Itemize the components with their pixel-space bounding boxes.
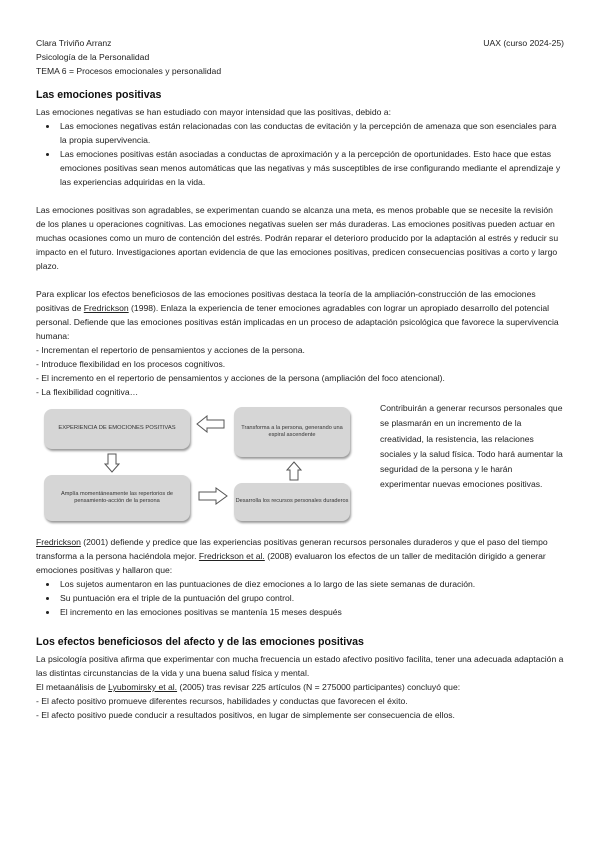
diagram-box-transform: Transforma a la persona, generando una espiral ascendente <box>234 407 350 457</box>
reasons-list <box>36 119 564 189</box>
section-title-beneficial-effects: Los efectos beneficiosos del afecto y de las emociones positivas <box>36 636 364 648</box>
diagram-box-broaden: Amplía momentáneamente las repertorios de pensamiento-acción de la persona <box>44 475 190 521</box>
dash-item: - El incremento en el repertorio de pensamientos y acciones de la persona (ampliación del foco atencional). <box>36 373 445 383</box>
page-header <box>36 36 564 78</box>
course-label: UAX (curso 2024-25) <box>483 38 564 48</box>
author-name: Clara Triviño Arranz <box>36 38 112 48</box>
arrow-right-icon <box>198 487 228 505</box>
diagram-box-experience: EXPERIENCIA DE EMOCIONES POSITIVAS <box>44 409 190 449</box>
paragraph-fredrickson: Fredrickson (2001) defiende y predice que las experiencias positivas generan recursos personales duraderos y que el paso del tiempo transforma a la persona haciéndola mejor. Fredrickson et al. (2008) evaluaron los efectos de un taller de meditación dirigido a generar emociones positivas y hallaron que: <box>36 537 548 575</box>
findings-list <box>36 577 564 619</box>
list-item: • Las emociones positivas están asociadas a conductas de aproximación y a la percepción de oportunidades. Esto hace que estas emociones positivas sean menos automáticas que las negativas y más susceptibles de irse configurando mediante el aprendizaje y las experiencias adquiridas en la vida. <box>58 147 564 189</box>
dash-item: - Incrementan el repertorio de pensamientos y acciones de la persona. <box>36 345 305 355</box>
intro-paragraph: Las emociones negativas se han estudiado con mayor intensidad que las positivas, debido a: <box>36 107 391 117</box>
dash-item: - Introduce flexibilidad en los procesos cognitivos. <box>36 359 226 369</box>
citation-link[interactable]: Fredrickson <box>36 537 81 547</box>
paragraph-broaden-build: Para explicar los efectos beneficiosos de las emociones positivas destaca la teoría de la ampliación-construcción de las emociones positivas de Fredrickson (1998). Enlaza la experiencia de tener emociones agradables con lograr un apropiado desarrollo del potencial personal. Defiende que las emociones positivas están implicadas en un proceso de adaptación psicológica que favorece la supervivencia humana: <box>36 289 559 341</box>
section-title-positive-emotions: Las emociones positivas <box>36 89 162 101</box>
paragraph-positive-emotions: Las emociones positivas son agradables, se experimentan cuando se alcanza una meta, es menos probable que se necesite la revisión de los planes u operaciones cognitivas. Las emociones negativas suelen ser más duraderas. Las emociones positivas pueden actuar en muchas ocasiones como un muro de contención del estrés. Podrán reparar el deterioro producido por la adaptación al estrés y reducir su impacto en el futuro. Investigaciones aportan evidencia de que las emociones positivas, predicen consecuencias positivas a corto y largo plazo. <box>36 205 559 271</box>
dash-item: - La flexibilidad cognitiva… <box>36 387 139 397</box>
paragraph-metaanalysis: El metaanálisis de Lyubomirsky et al. (2005) tras revisar 225 artículos (N = 275000 participantes) concluyó que: <box>36 682 461 692</box>
broaden-build-diagram <box>36 403 372 525</box>
diagram-caption: Contribuirán a generar recursos personales que se plasmarán en un incremento de la creatividad, la resistencia, las relaciones sociales y la salud física. Todo hará aumentar la seguridad de la persona y le harán experimentar nuevas emociones positivas. <box>380 403 563 490</box>
list-item: • Las emociones negativas están relacionadas con las conductas de evitación y la percepción de amenaza que son esenciales para la propia supervivencia. <box>58 119 564 147</box>
subject-name: Psicología de la Personalidad <box>36 52 150 62</box>
arrow-up-icon <box>286 461 302 481</box>
paragraph-positive-psychology: La psicología positiva afirma que experimentar con mucha frecuencia un estado afectivo positivo facilita, tener una adecuada adaptación a las distintas circunstancias de la vida y una buena salud física y mental. <box>36 654 564 678</box>
diagram-box-resources: Desarrolla los recursos personales duraderos <box>234 483 350 521</box>
dash-item: - El afecto positivo puede conducir a resultados positivos, en lugar de simplemente ser consecuencia de ellos. <box>36 710 455 720</box>
topic-title: TEMA 6 = Procesos emocionales y personalidad <box>36 66 222 76</box>
list-item: • Su puntuación era el triple de la puntuación del grupo control. <box>58 591 564 605</box>
arrow-down-icon <box>104 453 120 473</box>
list-item: • El incremento en las emociones positivas se mantenía 15 meses después <box>58 605 564 619</box>
citation-link[interactable]: Fredrickson <box>83 303 129 313</box>
list-item: • Los sujetos aumentaron en las puntuaciones de diez emociones a lo largo de las siete semanas de duración. <box>58 577 564 591</box>
dash-item: - El afecto positivo promueve diferentes recursos, habilidades y conductas que favorecen el éxito. <box>36 696 408 706</box>
citation-link[interactable]: Lyubomirsky et al. <box>108 682 178 692</box>
document-page <box>36 36 564 722</box>
arrow-left-icon <box>196 415 226 433</box>
citation-link[interactable]: Fredrickson et al. <box>198 551 265 561</box>
